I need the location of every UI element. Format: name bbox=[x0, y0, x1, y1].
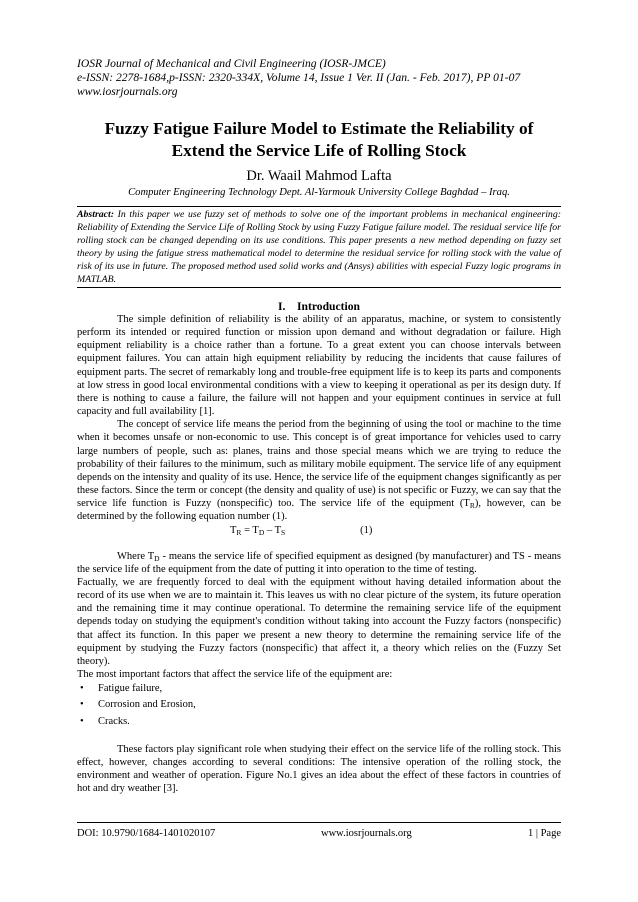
list-item: • Fatigue failure, bbox=[77, 681, 561, 697]
journal-website: www.iosrjournals.org bbox=[77, 85, 178, 99]
paragraph-where: Where $T_D$ - means the service life of specified equipment as designed (by manufacturer) and TS - means the service life of the equipment from the date of putting it into operation to the time of testing. bbox=[77, 550, 562, 575]
journal-header bbox=[77, 57, 561, 100]
factors-list bbox=[77, 681, 561, 730]
author-affiliation: Computer Engineering Technology Dept. Al-Yarmouk University College Baghdad – Iraq. bbox=[128, 187, 510, 198]
journal-name: IOSR Journal of Mechanical and Civil Engineering (IOSR-JMCE) bbox=[77, 57, 386, 70]
abstract-bottom-rule bbox=[77, 287, 561, 288]
abstract bbox=[77, 208, 561, 287]
footer-rule bbox=[77, 822, 561, 823]
footer-doi: DOI: 10.9790/1684-1401020107 bbox=[77, 828, 216, 839]
section-number: I. bbox=[278, 300, 286, 313]
abstract-top-rule bbox=[77, 206, 561, 207]
paragraph-service-life: The concept of service life means the period from the beginning of using the tool or machine to the time when it becomes unsafe or non-economic to use. This concept is of great importance for vehicles used to carry large numbers of people, such as: planes, trains and those special means which we are trying to reduce the probability of their failures to the minimum, such as military mobile equipment. The service life of any equipment depends on the intensity and quality of its use. Hence, the service life of the equipment changes significantly as per these factors. Since the term or concept (the density and quality of use) is not specific or Fuzzy, we can say that the service life function is Fuzzy (nonspecific) too. The service life of the equipment $(T_R)$, however, can be determined by the following equation number (1). bbox=[77, 419, 561, 523]
paragraph-reliability: The simple definition of reliability is the ability of an apparatus, machine, or system to consistently perform its intended or required function or mission upon demand and without degradation or failure. High equipment reliability is a choice rather than a fortune. To a great extent you can choose intervals between equipment failures. You can attain high equipment reliability by reducing the incidents that cause failures of equipment parts. The secret of remarkably long and trouble-free equipment life is to keep its parts and components at low stress in good local environmental conditions with a view to keeping it operational as per its design duty. If there is nothing to cause a failure, the failure will not happen and your equipment continues in service at full capacity and full availability [1]. bbox=[77, 314, 561, 418]
paper-page bbox=[77, 0, 561, 902]
journal-issn: e-ISSN: 2278-1684,p-ISSN: 2320-334X, Volume 14, Issue 1 Ver. II (Jan. - Feb. 2017), PP 01-07 bbox=[77, 71, 521, 85]
equation-number: (1) bbox=[360, 524, 373, 536]
paragraph-factors-effect: These factors play significant role when studying their effect on the service life of the rolling stock. This effect, however, changes according to several conditions: The intensive operation of the rolling stock, the environment and weather of operation. Figure No.1 gives an idea about the effect of these factors in countries of hot and dry weather [3]. bbox=[77, 743, 561, 795]
abstract-label: Abstract: bbox=[77, 209, 115, 220]
page-footer bbox=[77, 827, 561, 840]
footer-page-number: 1 | Page bbox=[527, 828, 561, 839]
abstract-text: In this paper we use fuzzy set of methods to solve one of the important problems in mechanical engineering: Reliability of Extending the Service Life of Rolling Stock by using Fuzzy Fatigue failure model. The residual service life for rolling stock can be changed depending on its use conditions. This paper presents a new method depending on fuzzy set theory by using the fatigue stress mathematical model to determine the residual service for rolling stock with the value of risk of its use in future. The proposed method used solid works and (Ansys) abilities with especial Fuzzy logic programs in MATLAB. bbox=[77, 209, 561, 286]
paper-title: Fuzzy Fatigue Failure Model to Estimate the Reliability of Extend the Service Life of Rolling Stock bbox=[104, 119, 534, 160]
equation-1: $T_R = T_D - T_S$ (1) bbox=[230, 524, 373, 537]
body-text bbox=[77, 313, 561, 795]
author-name: Dr. Waail Mahmod Lafta bbox=[246, 168, 392, 184]
paragraph-factors-intro: The most important factors that affect the service life of the equipment are: bbox=[77, 669, 393, 681]
paragraph-factually: Factually, we are frequently forced to deal with the equipment without having detailed information about the record of its use when we are to maintain it. This leaves us with no clear picture of the system, its future operation and the remaining time it may continue operational. To determine the remaining service life of the equipment depends today on studying the equipment's condition without taking into account the Fuzzy factors (nonspecific) that affect its function. In this paper we present a new theory to determine the remaining service life of the equipment by studying the Fuzzy factors (nonspecific) that affect it, a theory which relies on the (Fuzzy Set theory). bbox=[77, 576, 561, 667]
list-item: • Cracks. bbox=[77, 714, 561, 730]
section-title: Introduction bbox=[297, 300, 360, 313]
footer-website: www.iosrjournals.org bbox=[321, 828, 412, 839]
list-item: • Corrosion and Erosion, bbox=[77, 697, 561, 713]
section-heading bbox=[77, 300, 561, 314]
